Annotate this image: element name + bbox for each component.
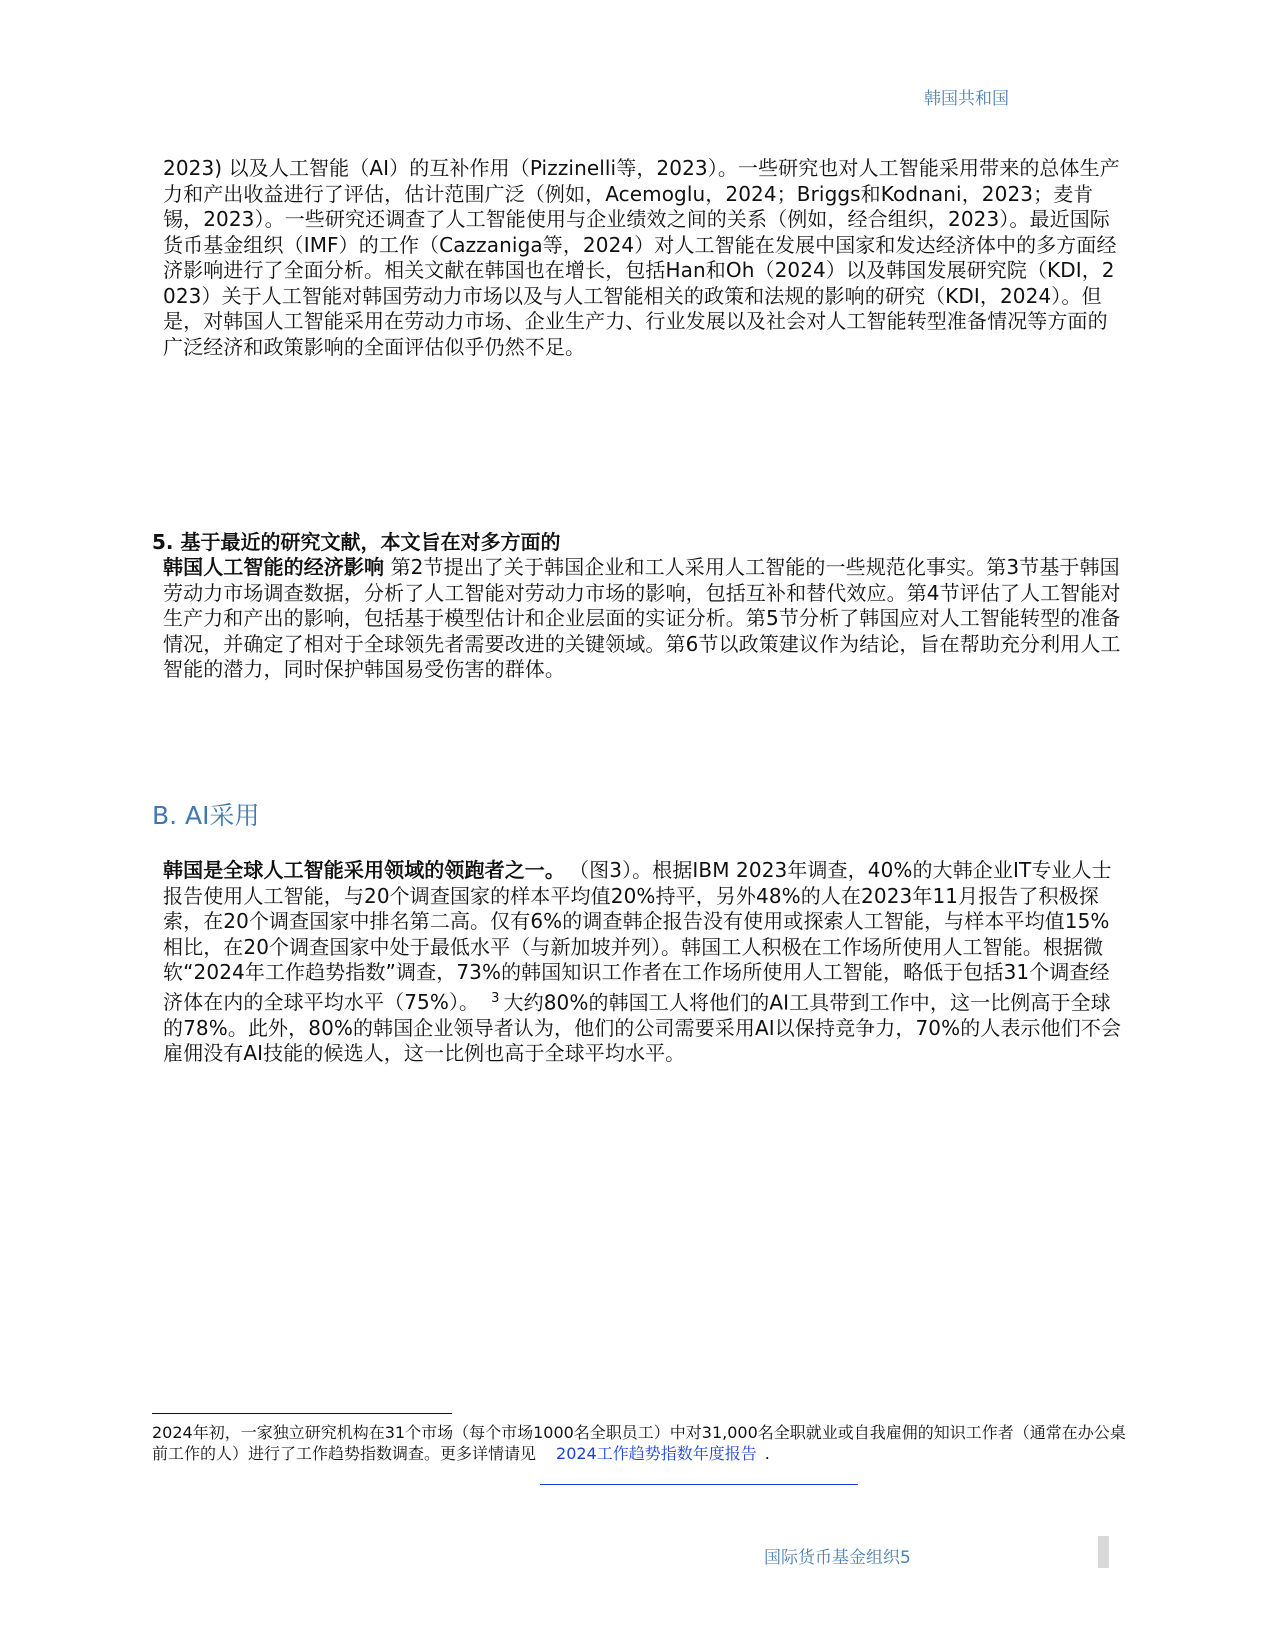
paragraph-literature: 2023) 以及人工智能（AI）的互补作用（Pizzinelli等，2023）。一些研究也对人工智能采用带来的总体生产力和产出收益进行了评估，估计范围广泛（例如，Acemoglu，2024；Briggs和Kodnani，2023；麦肯锡，2023）。一些研究还调查了人工智能使用与企业绩效之间的关系（例如，经合组织，2023）。最近国际货币基金组织（IMF）的工作（Cazzaniga等，2024）对人工智能在发展中国家和发达经济体中的多方面经济影响进行了全面分析。相关文献在韩国也在增长，包括Han和Oh（2024）以及韩国发展研究院（KDI，2023）关于人工智能对韩国劳动力市场以及与人工智能相关的政策和法规的影响的研究（KDI，2024）。但是，对韩国人工智能采用在劳动力市场、企业生产力、行业发展以及社会对人工智能转型准备情况等方面的广泛经济和政策影响的全面评估似乎仍然不足。 bbox=[163, 156, 1120, 359]
paragraph-ai-adoption-text-b: 大约80%的韩国工人将他们的AI工具带到工作中，这一比例高于全球的78%。此外，80%的韩国企业领导者认为，他们的公司需要采用AI以保持竞争力，70%的人表示他们不会雇佣没有AI技能的候选人，这一比例也高于全球平均水平。 bbox=[163, 990, 1122, 1066]
paragraph-ai-adoption-text-a: （图3）。根据IBM 2023年调查，40%的大韩企业IT专业人士报告使用人工智能，与20个调查国家的样本平均值20%持平，另外48%的人在2023年11月报告了积极探索，在20个调查国家中排名第二高。仅有6%的调查韩企报告没有使用或探索人工智能，与样本平均值15%相比，在20个调查国家中处于最低水平（与新加坡并列）。韩国工人积极在工作场所使用人工智能。根据微软“2024年工作趋势指数”调查，73%的韩国知识工作者在工作场所使用人工智能，略低于包括31个调查经济体在内的全球平均水平（75%）。 bbox=[163, 858, 1112, 1015]
footnote-text: 2024年初，一家独立研究机构在31个市场（每个市场1000名全职员工）中对31,000名全职就业或自我雇佣的知识工作者（通常在办公桌前工作的人）进行了工作趋势指数调查。更多详情请见 bbox=[152, 1423, 1126, 1463]
paragraph-5-text: 第2节提出了关于韩国企业和工人采用人工智能的一些规范化事实。第3节基于韩国劳动力市场调查数据，分析了人工智能对劳动力市场的影响，包括互补和替代效应。第4节评估了人工智能对生产力和产出的影响，包括基于模型估计和企业层面的实证分析。第5节分析了韩国应对人工智能转型的准备情况，并确定了相对于全球领先者需要改进的关键领域。第6节以政策建议作为结论，旨在帮助充分利用人工智能的潜力，同时保护韩国易受伤害的群体。 bbox=[163, 555, 1121, 681]
paragraph-ai-adoption-lead: 韩国是全球人工智能采用领域的领跑者之一。 bbox=[163, 858, 565, 882]
paragraph-5-lead: 韩国人工智能的经济影响 bbox=[163, 555, 385, 579]
paragraph-5-heading: 5. 基于最近的研究文献，本文旨在对多方面的 bbox=[152, 530, 561, 554]
footer-organization: 国际货币基金组织5 bbox=[764, 1548, 911, 1568]
paragraph-5 bbox=[163, 555, 1123, 683]
footnote-ref[interactable]: 3 bbox=[491, 990, 500, 1006]
footnote-link[interactable]: 2024工作趋势指数年度报告 bbox=[556, 1444, 757, 1463]
footnote-link-underline bbox=[540, 1484, 858, 1485]
section-b-title: B. AI采用 bbox=[152, 801, 260, 830]
header-country: 韩国共和国 bbox=[924, 89, 1009, 109]
page-edge-marker bbox=[1098, 1536, 1109, 1568]
footnote-divider bbox=[152, 1413, 452, 1414]
paragraph-ai-adoption bbox=[163, 858, 1123, 1067]
footnote-end: . bbox=[764, 1444, 770, 1463]
footnote bbox=[152, 1422, 1132, 1464]
